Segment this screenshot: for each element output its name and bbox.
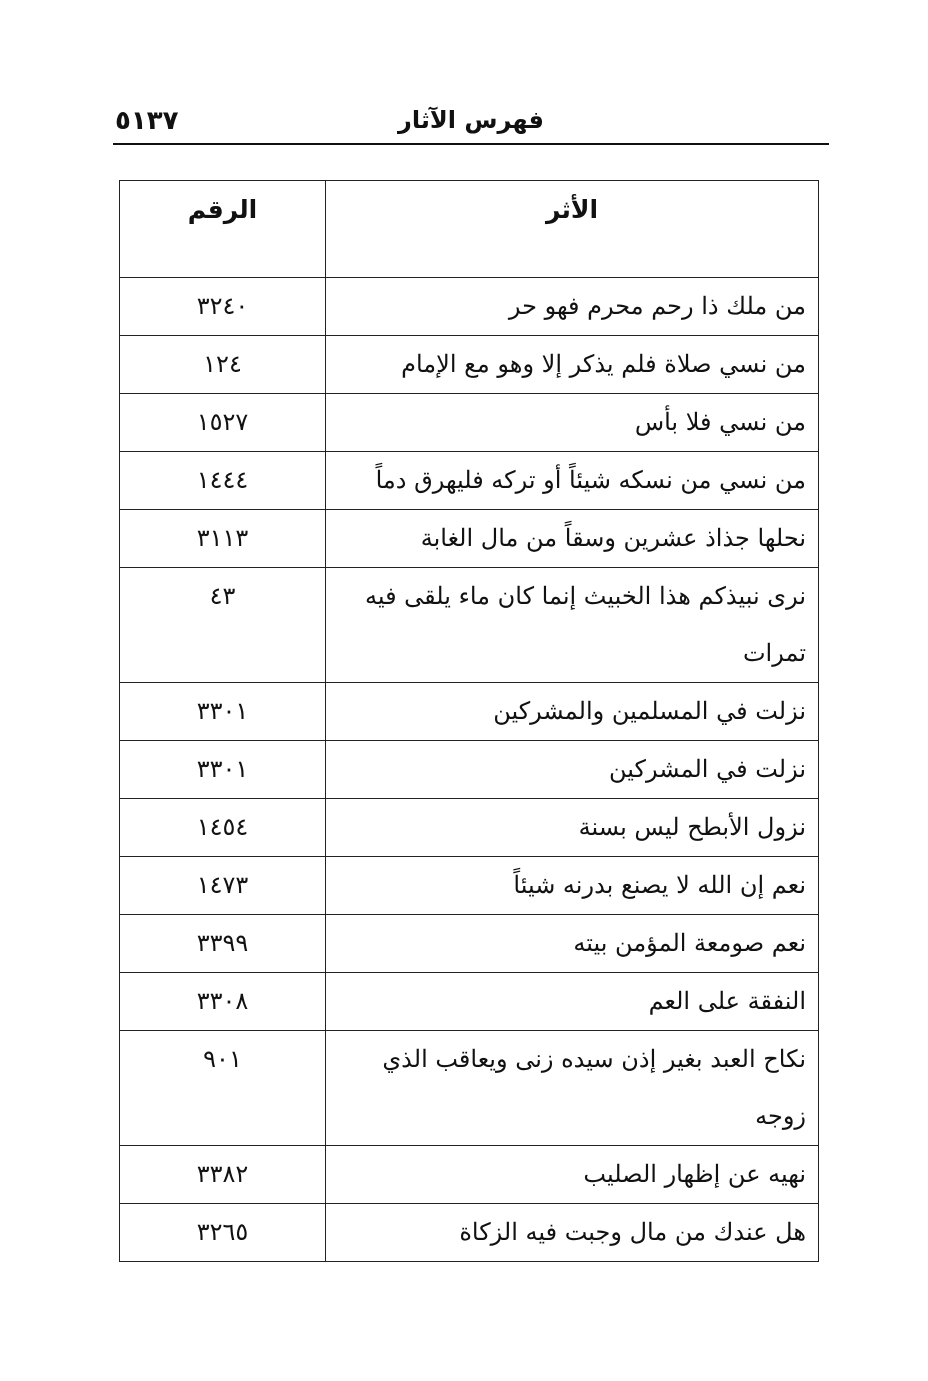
entry-number: ١٢٤ bbox=[120, 336, 326, 394]
entry-number: ١٤٤٤ bbox=[120, 452, 326, 510]
entry-number: ٣٣٠٨ bbox=[120, 973, 326, 1031]
entry-number: ١٤٥٤ bbox=[120, 799, 326, 857]
table-row bbox=[120, 336, 819, 394]
index-table bbox=[119, 180, 819, 1262]
table-row bbox=[120, 683, 819, 741]
entry-text: نرى نبيذكم هذا الخبيث إنما كان ماء يلقى فيه تمرات bbox=[326, 568, 819, 683]
table-row bbox=[120, 857, 819, 915]
entry-text: نحلها جذاذ عشرين وسقاً من مال الغابة bbox=[326, 510, 819, 568]
table-row bbox=[120, 1031, 819, 1146]
entry-text: نهيه عن إظهار الصليب bbox=[326, 1146, 819, 1204]
table-row bbox=[120, 915, 819, 973]
table-row bbox=[120, 1204, 819, 1262]
table-row bbox=[120, 799, 819, 857]
entry-number: ٤٣ bbox=[120, 568, 326, 683]
table-row bbox=[120, 741, 819, 799]
entry-text: نكاح العبد بغير إذن سيده زنى ويعاقب الذي زوجه bbox=[326, 1031, 819, 1146]
entry-text: هل عندك من مال وجبت فيه الزكاة bbox=[326, 1204, 819, 1262]
table-row bbox=[120, 394, 819, 452]
column-header-number: الرقم bbox=[120, 181, 326, 278]
entry-number: ٣٣٠١ bbox=[120, 741, 326, 799]
page-number: ٥١٣٧ bbox=[115, 106, 179, 136]
entry-text: نزلت في المشركين bbox=[326, 741, 819, 799]
table-row bbox=[120, 510, 819, 568]
table-row bbox=[120, 1146, 819, 1204]
table-row bbox=[120, 452, 819, 510]
entry-number: ٣٢٤٠ bbox=[120, 278, 326, 336]
entry-text: من نسي فلا بأس bbox=[326, 394, 819, 452]
entry-text: النفقة على العم bbox=[326, 973, 819, 1031]
entry-number: ٣١١٣ bbox=[120, 510, 326, 568]
entry-number: ١٤٧٣ bbox=[120, 857, 326, 915]
entry-text: نزلت في المسلمين والمشركين bbox=[326, 683, 819, 741]
table-header-row bbox=[120, 181, 819, 278]
entry-number: ٩٠١ bbox=[120, 1031, 326, 1146]
running-title: فهرس الآثار bbox=[398, 106, 544, 134]
entry-text: نعم صومعة المؤمن بيته bbox=[326, 915, 819, 973]
header-rule bbox=[113, 143, 829, 145]
table-row bbox=[120, 278, 819, 336]
entry-number: ١٥٢٧ bbox=[120, 394, 326, 452]
entry-text: نزول الأبطح ليس بسنة bbox=[326, 799, 819, 857]
entry-number: ٣٣٨٢ bbox=[120, 1146, 326, 1204]
entry-number: ٣٣٠١ bbox=[120, 683, 326, 741]
entry-number: ٣٢٦٥ bbox=[120, 1204, 326, 1262]
entry-text: نعم إن الله لا يصنع بدرنه شيئاً bbox=[326, 857, 819, 915]
entry-text: من نسي صلاة فلم يذكر إلا وهو مع الإمام bbox=[326, 336, 819, 394]
entry-text: من ملك ذا رحم محرم فهو حر bbox=[326, 278, 819, 336]
table-row bbox=[120, 973, 819, 1031]
entry-text: من نسي من نسكه شيئاً أو تركه فليهرق دماً bbox=[326, 452, 819, 510]
entry-number: ٣٣٩٩ bbox=[120, 915, 326, 973]
page-header bbox=[113, 102, 829, 142]
column-header-text: الأثر bbox=[326, 181, 819, 278]
table-row bbox=[120, 568, 819, 683]
